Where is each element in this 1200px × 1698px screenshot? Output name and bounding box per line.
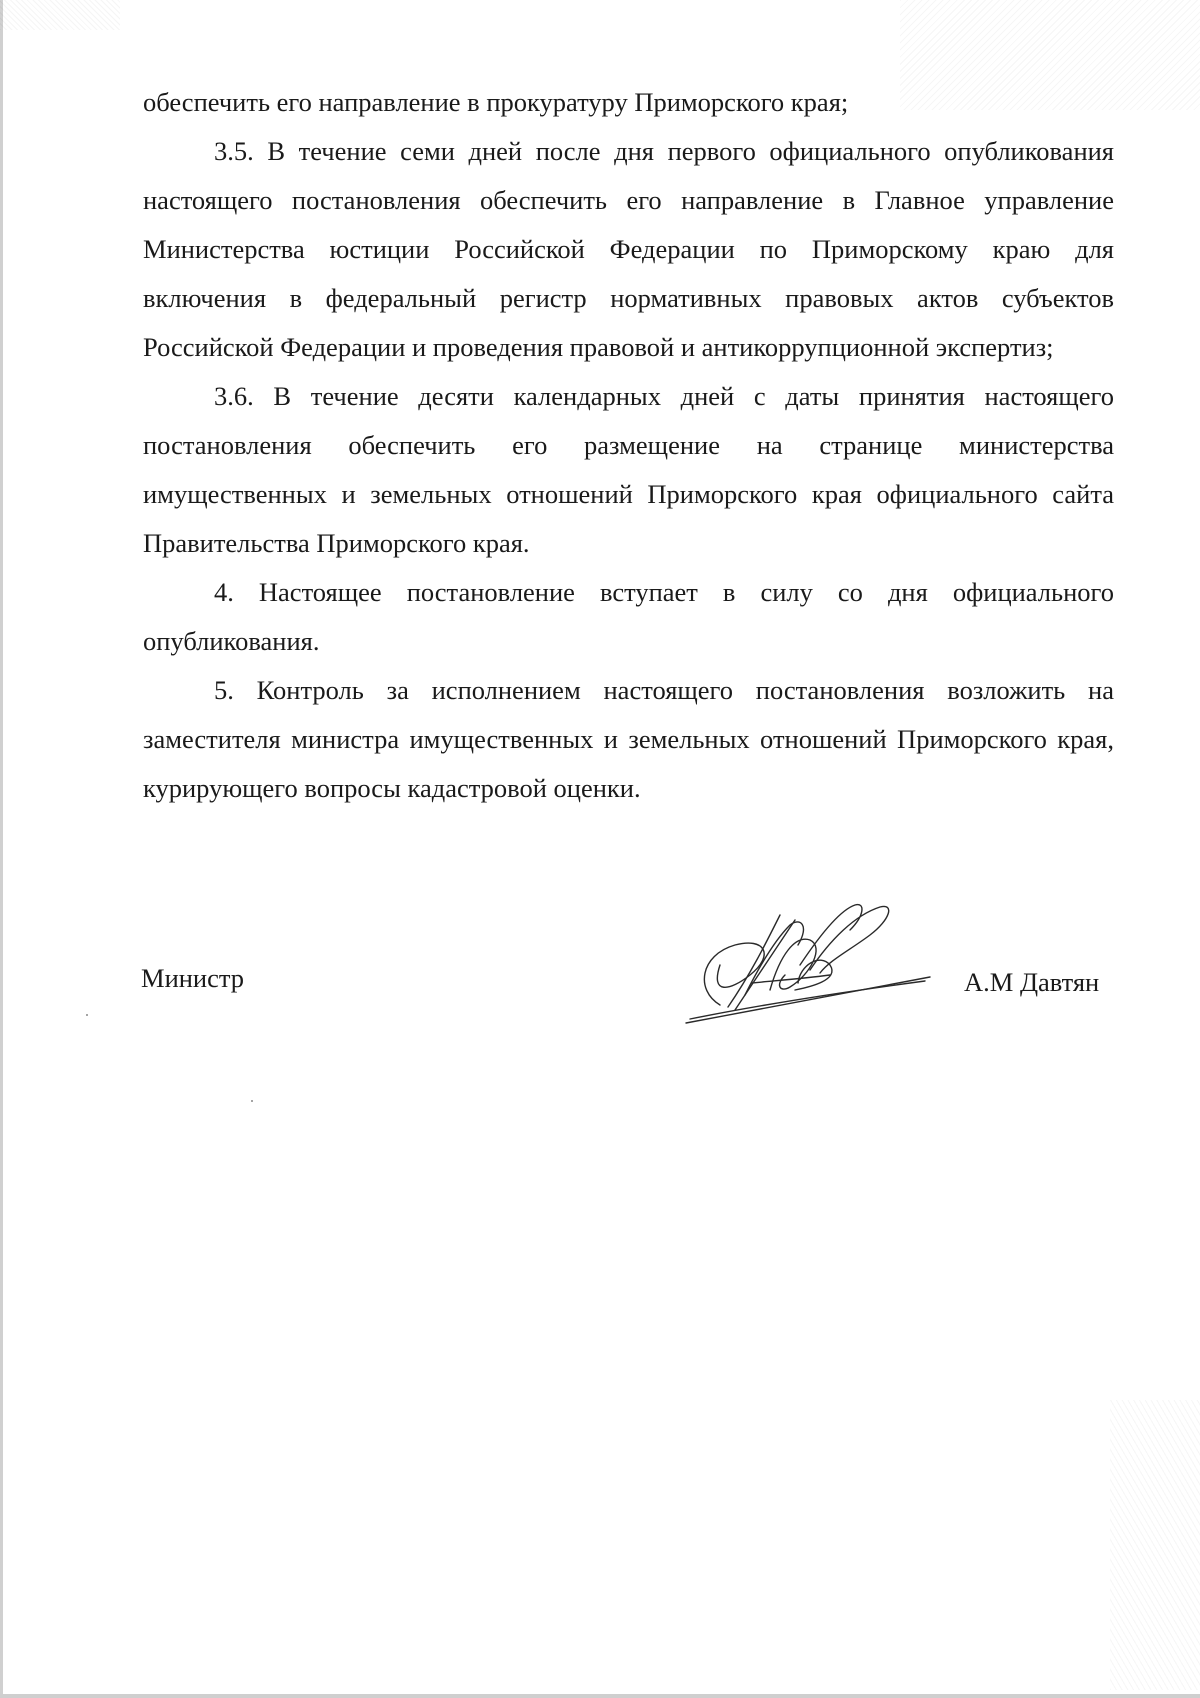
paragraph-3-6: 3.6. В течение десяти календарных дней с даты принятия настоящего постановления обеспечить его размещение на странице министерства имущественных и земельных отношений Приморского края официального сайта Правительства Приморского края. [143,381,1114,558]
scan-speck [86,1014,88,1016]
paragraph-3-5: 3.5. В течение семи дней после дня первого официального опубликования настоящего постановления обеспечить его направление в Главное управление Министерства юстиции Российской Федерации по Приморскому краю для включения в федеральный регистр нормативных правовых актов субъектов Российской Федерации и проведения правовой и антикоррупционной экспертиз; [143,136,1114,362]
scan-speck [251,1100,253,1102]
document-body [143,78,1114,813]
scan-noise [1110,1400,1200,1690]
signatory-name: А.М Давтян [964,967,1100,997]
scan-edge [0,0,3,1698]
signatory-title: Министр [141,963,245,993]
scan-edge [0,1694,1200,1698]
paragraph-4: 4. Настоящее постановление вступает в силу со дня официального опубликования. [143,577,1114,656]
paragraph-5: 5. Контроль за исполнением настоящего постановления возложить на заместителя министра имущественных и земельных отношений Приморского края, курирующего вопросы кадастровой оценки. [143,675,1114,803]
scan-noise [0,0,120,30]
paragraph-continuation: обеспечить его направление в прокуратуру Приморского края; [143,87,849,117]
handwritten-signature [680,895,940,1030]
